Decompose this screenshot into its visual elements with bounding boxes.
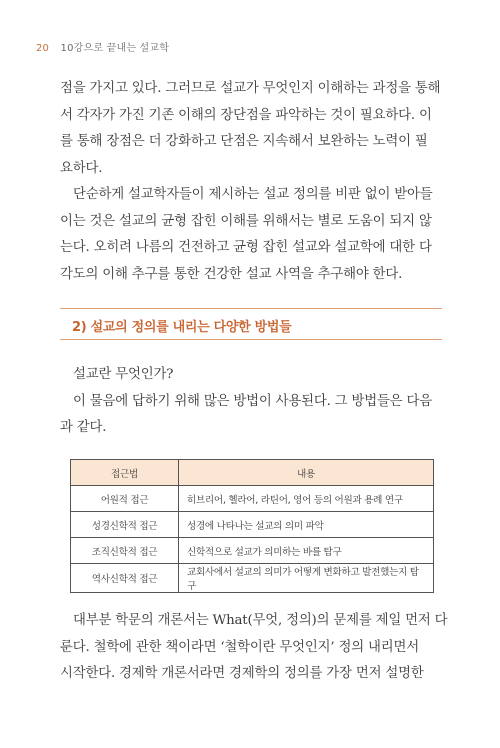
text-line: 서 각자가 가진 기존 이해의 장단점을 파악하는 것이 필요하다. 이 xyxy=(60,107,432,123)
running-head xyxy=(36,39,169,54)
text-line: 단순하게 설교학자들이 제시하는 설교 정의를 비판 없이 받아들 xyxy=(73,187,433,202)
text-line: 룬다. 철학에 관한 책이라면 ‘철학이란 무엇인지’ 정의 내리면서 xyxy=(60,639,419,655)
section-heading: 2) 설교의 정의를 내리는 다양한 방법들 xyxy=(60,308,442,340)
paragraph-3 xyxy=(60,362,442,442)
table-cell-content: 교회사에서 설교의 의미가 어떻게 변화하고 발전했는지 탐구 xyxy=(179,564,434,593)
text-line: 시작한다. 경제학 개론서라면 경제학의 정의를 가장 먼저 설명한 xyxy=(60,666,424,681)
table-cell-approach: 역사신학적 접근 xyxy=(71,564,179,593)
table-header-row xyxy=(71,460,434,486)
text-line: 각도의 이해 추구를 통한 건강한 설교 사역을 추구해야 한다. xyxy=(60,266,403,282)
table-cell-content: 성경에 나타나는 설교의 의미 파악 xyxy=(179,512,434,538)
table-header-content: 내용 xyxy=(179,460,434,486)
table-cell-approach: 조직신학적 접근 xyxy=(71,538,179,564)
paragraph-2 xyxy=(60,182,442,288)
table-cell-content: 신학적으로 설교가 의미하는 바를 탐구 xyxy=(179,538,434,564)
table-row xyxy=(71,564,434,593)
table-cell-approach: 어원적 접근 xyxy=(71,486,179,512)
page-number: 20 xyxy=(36,43,50,54)
text-line: 설교란 무엇인가? xyxy=(73,367,174,382)
text-line: 이는 것은 설교의 균형 잡힌 이해를 위해서는 별로 도움이 되지 않 xyxy=(60,213,432,229)
table-row xyxy=(71,512,434,538)
table-row xyxy=(71,486,434,512)
table-row xyxy=(71,538,434,564)
text-line: 요하다. xyxy=(60,160,103,176)
text-line: 이 물음에 답하기 위해 많은 방법이 사용된다. 그 방법들은 다음 xyxy=(73,393,432,409)
table-header-approach: 접근법 xyxy=(71,460,179,486)
approach-table xyxy=(70,459,434,593)
table-cell-approach: 성경신학적 접근 xyxy=(71,512,179,538)
paragraph-4 xyxy=(60,608,448,688)
text-line: 점을 가지고 있다. 그러므로 설교가 무엇인지 이해하는 과정을 통해 xyxy=(60,81,441,96)
table-cell-content: 히브리어, 헬라어, 라틴어, 영어 등의 어원과 용례 연구 xyxy=(179,486,434,512)
text-line: 과 같다. xyxy=(60,420,107,435)
book-title: 10강으로 끝내는 설교학 xyxy=(60,43,170,54)
paragraph-1 xyxy=(60,76,442,182)
text-line: 는다. 오히려 나름의 건전하고 균형 잡힌 설교와 설교학에 대한 다 xyxy=(60,240,432,255)
text-line: 대부분 학문의 개론서는 What(무엇, 정의)의 문제를 제일 먼저 다 xyxy=(73,613,448,628)
text-line: 를 통해 장점은 더 강화하고 단점은 지속해서 보완하는 노력이 필 xyxy=(60,134,428,149)
